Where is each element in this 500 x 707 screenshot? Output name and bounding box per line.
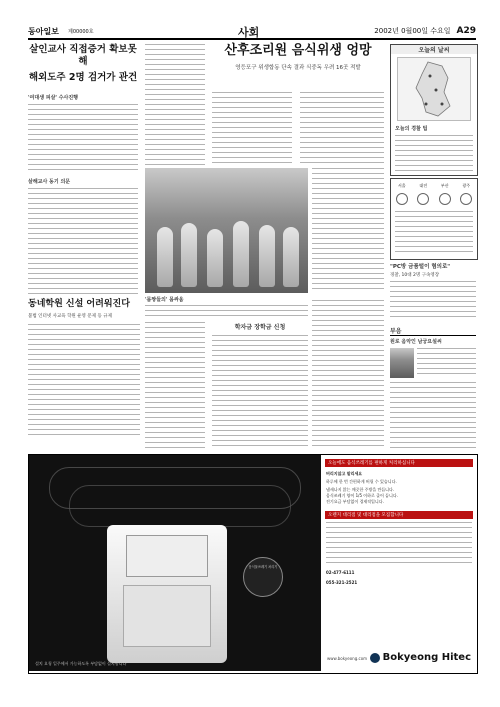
- obituary-headline: 원로 음악인 남궁요설씨: [390, 339, 442, 345]
- ad-bullet: 하루에 한 번 간편하게 버릴 수 있습니다.: [326, 479, 397, 484]
- sun-icon: [417, 193, 429, 205]
- date-line: 2002년 0월00일 수요일 A29: [374, 26, 476, 36]
- ad-visual: [29, 455, 321, 671]
- page-number: A29: [456, 26, 476, 36]
- phone-2: 055-321-2521: [326, 580, 358, 585]
- obituary-title: 부음: [390, 326, 476, 336]
- ad-line2: 버리지않고 말리세요: [326, 471, 363, 476]
- cloud-icon: [439, 193, 451, 205]
- brand-circle-icon: [370, 653, 380, 663]
- ad-bullet: 냄새나지 않는 깨끗한 주방을 만듭니다.: [326, 487, 395, 492]
- scholarship-headline: 학자금 장학금 신청: [234, 324, 286, 331]
- ad-bullet: 전기요금 부담없이 경제적입니다.: [326, 499, 384, 504]
- sun-icon: [396, 193, 408, 205]
- brand-logo: [370, 652, 471, 663]
- academy-headline: 동네학원 신설 어려워진다: [28, 299, 130, 309]
- ad-red-bar: 오렌지 대리점 및 대리점을 모집합니다: [325, 511, 473, 519]
- section-title: 사회: [238, 26, 260, 39]
- paper-name: 동아일보: [28, 27, 59, 36]
- product-badge: 음식물쓰레기 처리기: [243, 557, 283, 597]
- right-article: [390, 262, 476, 322]
- portrait-photo: [390, 348, 414, 378]
- bodybuilding-photo: [145, 168, 308, 293]
- left-subhead-2: 살해교사 동기 의문: [28, 179, 71, 185]
- bottom-col-4: [312, 300, 384, 448]
- cloud-icon: [460, 193, 472, 205]
- brand-name: Bokyeong Hitec: [382, 652, 471, 663]
- scholarship-article: [212, 322, 308, 448]
- advertisement: [28, 454, 478, 674]
- city-label: 서울: [397, 183, 406, 188]
- city-label: 대전: [419, 183, 428, 188]
- weather-subtitle: 오늘의 경찰 팁: [395, 126, 428, 132]
- city-label: 부산: [440, 183, 449, 188]
- ad-website: www.bokyeong.com: [327, 656, 368, 661]
- center-deck: 영등포구 위생합동 단속 결과 식중독 우려 16곳 적발: [235, 65, 361, 71]
- center-headline: 산후조리원 음식위생 엉망: [224, 43, 372, 58]
- center-body-2: [300, 92, 384, 167]
- ad-copy: [321, 455, 477, 671]
- left-headline-1: 살인교사 직접증거 확보못해: [29, 44, 137, 67]
- phone-1: 02-477-6111: [326, 570, 355, 575]
- photo-caption: [145, 296, 308, 318]
- product-image: [107, 525, 227, 663]
- weather-table: [390, 178, 478, 260]
- right-deck: 경찰, 10대 2명 구속영장: [390, 273, 440, 278]
- city-label: 광주: [462, 183, 471, 188]
- obituary: [390, 326, 476, 448]
- bottom-col-2: [145, 322, 205, 448]
- center-body-3: [312, 168, 384, 293]
- left-headline-2: 해외도주 2명 검거가 관건: [28, 72, 138, 83]
- ad-bullet: 음식쓰레기 양이 1/5 이하로 줄어 듭니다.: [326, 493, 399, 498]
- weather-map: [397, 57, 471, 121]
- left-body-text-2: [28, 188, 138, 298]
- ad-headline: 오늘에도 음식쓰레기를 편하게 처리하십니다: [325, 459, 473, 467]
- caption-title: '몸짱들의' 몸싸움: [145, 297, 184, 303]
- weather-title: 오늘의 날씨: [391, 45, 477, 54]
- ad-footer: 설치 요청 일주에서 가능하도록 부담없이 설치합니다: [35, 661, 127, 666]
- bottom-left-article: [28, 298, 140, 448]
- center-body-1: [212, 92, 292, 167]
- weather-box: [390, 44, 478, 176]
- page-header: [28, 26, 476, 40]
- issue-number: 제00000호: [68, 29, 94, 35]
- left-article: [28, 44, 138, 294]
- center-article-head: [212, 44, 384, 88]
- korea-map-icon: [398, 58, 470, 120]
- right-headline: "PC방 금품털이 혐의로": [390, 264, 451, 270]
- academy-deck: 불법 인터넷 사교육 학원 운영 문제 등 규제: [28, 314, 112, 319]
- left-subhead: '여대생 피살' 수사진행: [28, 95, 79, 101]
- left-body-text-1: [28, 104, 138, 174]
